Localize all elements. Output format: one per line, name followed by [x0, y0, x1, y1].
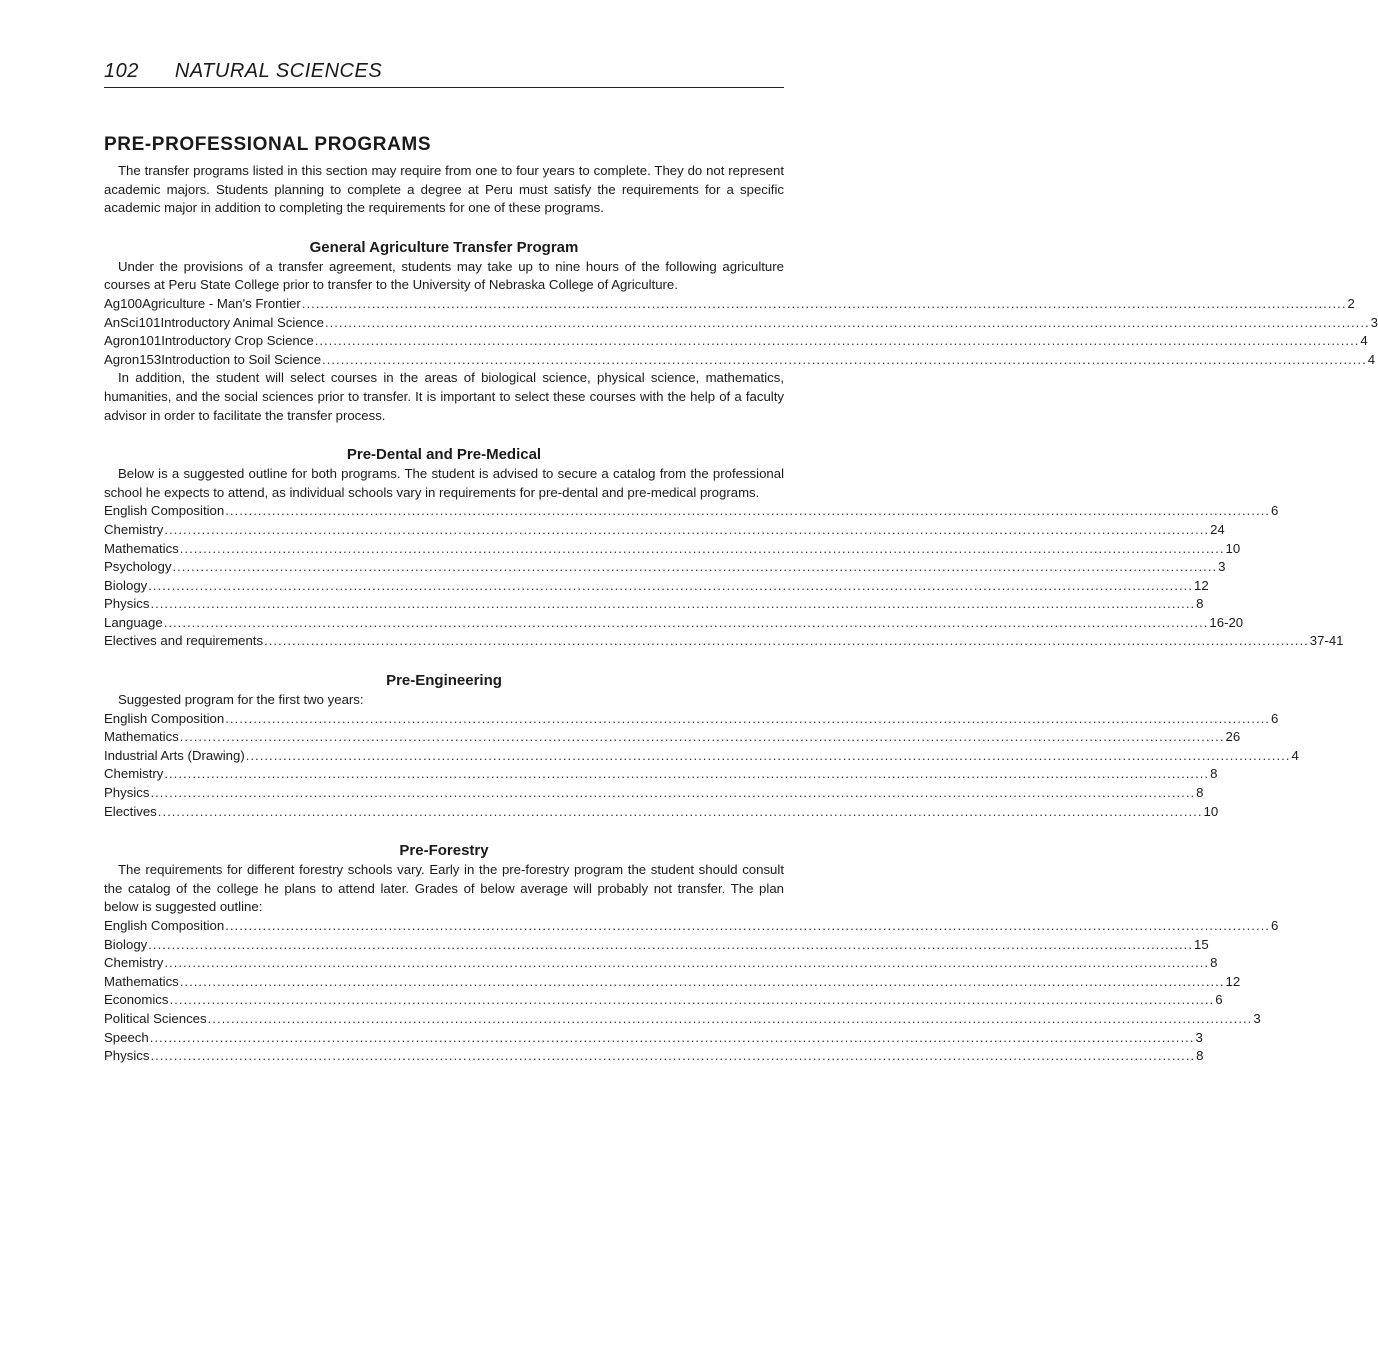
- requirement-row: [104, 973, 1241, 992]
- requirement-label: Physics: [104, 785, 150, 801]
- requirement-hours: 26: [1225, 729, 1241, 745]
- requirement-hours: 8: [1196, 785, 1204, 801]
- dot-leader: [315, 332, 1360, 351]
- requirement-label: Mathematics: [104, 540, 179, 556]
- intro-paragraph: The transfer programs listed in this section may require from one to four years to complete. They do not represent academic majors. Students planning to complete a degree at Peru must satisfy the requirements for a specific academic major in addition to completing the requirements for one of these programs.: [104, 163, 784, 216]
- requirement-row: [104, 728, 1241, 747]
- dot-leader: [322, 351, 1367, 370]
- dot-leader: [164, 521, 1209, 540]
- dot-leader: [264, 632, 1309, 651]
- requirement-hours: 3: [1195, 1029, 1203, 1045]
- course-number: 101: [139, 333, 162, 349]
- course-row: [104, 295, 1355, 314]
- dot-leader: [170, 991, 1215, 1010]
- course-hours: 4: [1367, 351, 1376, 367]
- requirement-hours: 6: [1270, 503, 1279, 519]
- requirement-label: Chemistry: [104, 766, 164, 782]
- predental-intro: Below is a suggested outline for both programs. The student is advised to secure a catalog from the professional school he expects to attend, as individual schools vary in requirements for pre-dental and pre-medical programs.: [104, 466, 784, 500]
- agriculture-intro: Under the provisions of a transfer agreement, students may take up to nine hours of the following agriculture courses at Peru State College prior to transfer to the University of Nebraska College of Agriculture.: [104, 258, 784, 293]
- course-hours: 3: [1370, 314, 1378, 330]
- requirement-row: [104, 1029, 1203, 1048]
- requirement-label: Economics: [104, 992, 169, 1008]
- requirement-hours: 16-20: [1209, 614, 1244, 630]
- predental-section: [104, 445, 1344, 651]
- requirement-row: [104, 803, 1219, 822]
- agriculture-note: In addition, the student will select courses in the areas of biological science, physical science, mathematics, humanities, and the social sciences prior to transfer. It is important to select these courses with the help of a faculty advisor in order to facilitate the transfer process.: [104, 370, 784, 423]
- catalog-page: [104, 60, 1378, 1066]
- dot-leader: [225, 710, 1270, 729]
- dot-leader: [164, 614, 1209, 633]
- dot-leader: [180, 973, 1225, 992]
- dot-leader: [325, 314, 1370, 333]
- dot-leader: [150, 1047, 1195, 1066]
- page-title: PRE-PROFESSIONAL PROGRAMS: [104, 134, 432, 155]
- requirement-hours: 3: [1218, 559, 1226, 575]
- requirement-row: [104, 917, 1279, 936]
- course-dept: Agron: [104, 351, 140, 367]
- requirement-hours: 8: [1196, 596, 1204, 612]
- predental-heading: Pre-Dental and Pre-Medical: [346, 446, 542, 464]
- dot-leader: [180, 540, 1225, 559]
- requirement-label: Physics: [104, 596, 150, 612]
- requirement-label: Physics: [104, 1048, 150, 1064]
- requirement-row: [104, 577, 1209, 596]
- dot-leader: [158, 803, 1203, 822]
- requirement-hours: 6: [1215, 992, 1223, 1008]
- requirement-hours: 24: [1210, 521, 1225, 537]
- requirement-hours: 12: [1225, 973, 1241, 989]
- requirement-hours: 12: [1193, 577, 1209, 593]
- dot-leader: [148, 577, 1193, 596]
- preforestry-list: [104, 917, 1279, 1066]
- preengineering-intro: Suggested program for the first two years:: [118, 692, 364, 708]
- dot-leader: [225, 917, 1270, 936]
- requirement-row: [104, 521, 1225, 540]
- course-hours: 4: [1360, 333, 1368, 349]
- requirement-row: [104, 991, 1223, 1010]
- requirement-hours: 6: [1270, 918, 1279, 933]
- requirement-row: [104, 502, 1279, 521]
- requirement-row: [104, 747, 1299, 766]
- requirement-label: Electives: [104, 803, 157, 819]
- requirement-row: [104, 954, 1218, 973]
- running-header: [104, 60, 784, 88]
- course-title: Introduction to Soil Science: [161, 351, 322, 367]
- dot-leader: [164, 765, 1209, 784]
- requirement-row: [104, 765, 1218, 784]
- course-row: [104, 332, 1368, 351]
- requirement-row: [104, 710, 1279, 729]
- preengineering-section: [104, 671, 1299, 821]
- course-dept: Ag: [104, 295, 121, 311]
- course-hours: 2: [1347, 295, 1355, 311]
- preforestry-intro: The requirements for different forestry schools vary. Early in the pre-forestry program the student should consult the catalog of the college he plans to attend later. Grades of below average will probably not transfer. The plan below is suggested outline:: [104, 862, 784, 915]
- course-row: [104, 351, 1376, 370]
- requirement-label: Language: [104, 614, 163, 630]
- dot-leader: [150, 1029, 1195, 1048]
- requirement-row: [104, 1010, 1261, 1029]
- dot-leader: [180, 728, 1225, 747]
- requirement-hours: 3: [1253, 1010, 1261, 1026]
- section-title: NATURAL SCIENCES: [174, 60, 383, 82]
- requirement-label: Chemistry: [104, 955, 164, 971]
- requirement-row: [104, 632, 1344, 651]
- requirement-hours: 4: [1291, 747, 1299, 763]
- requirement-row: [104, 558, 1226, 577]
- dot-leader: [208, 1010, 1253, 1029]
- course-title: Introductory Crop Science: [161, 333, 314, 349]
- dot-leader: [172, 558, 1217, 577]
- requirement-hours: 37-41: [1309, 633, 1344, 649]
- requirement-label: English Composition: [104, 918, 225, 933]
- requirement-label: Mathematics: [104, 973, 179, 989]
- dot-leader: [302, 295, 1347, 314]
- requirement-label: Biology: [104, 936, 148, 952]
- preengineering-heading: Pre-Engineering: [386, 672, 502, 690]
- course-number: 153: [139, 351, 162, 367]
- preforestry-section: [104, 841, 1279, 1066]
- requirement-row: [104, 595, 1204, 614]
- course-number: 101: [138, 314, 161, 330]
- requirement-row: [104, 614, 1244, 633]
- requirement-label: Electives and requirements: [104, 633, 264, 649]
- course-title: Introductory Animal Science: [160, 314, 324, 330]
- requirement-label: Speech: [104, 1029, 149, 1045]
- requirement-row: [104, 540, 1241, 559]
- preengineering-list: [104, 710, 1299, 822]
- dot-leader: [150, 784, 1195, 803]
- agriculture-section: [104, 238, 1378, 425]
- requirement-label: Mathematics: [104, 729, 179, 745]
- requirement-label: Biology: [104, 577, 148, 593]
- requirement-row: [104, 1047, 1204, 1066]
- preforestry-heading: Pre-Forestry: [399, 842, 489, 860]
- course-number: 100: [120, 295, 143, 311]
- dot-leader: [164, 954, 1209, 973]
- requirement-hours: 8: [1210, 955, 1218, 971]
- course-title: Agriculture - Man's Frontier: [142, 295, 301, 311]
- requirement-label: English Composition: [104, 710, 225, 726]
- requirement-hours: 8: [1210, 766, 1218, 782]
- requirement-hours: 6: [1270, 710, 1279, 726]
- requirement-row: [104, 936, 1209, 955]
- requirement-label: English Composition: [104, 503, 225, 519]
- agriculture-course-list: [104, 295, 1378, 369]
- requirement-hours: 8: [1196, 1048, 1204, 1064]
- course-row: [104, 314, 1378, 333]
- requirement-hours: 10: [1203, 803, 1219, 819]
- requirement-label: Psychology: [104, 559, 172, 575]
- page-number: 102: [104, 60, 139, 82]
- requirement-label: Political Sciences: [104, 1010, 207, 1026]
- dot-leader: [225, 502, 1270, 521]
- requirement-hours: 15: [1193, 936, 1209, 952]
- dot-leader: [246, 747, 1291, 766]
- course-dept: Agron: [104, 333, 140, 349]
- requirement-label: Chemistry: [104, 521, 164, 537]
- predental-list: [104, 502, 1344, 651]
- requirement-hours: 10: [1225, 540, 1241, 556]
- agriculture-heading: General Agriculture Transfer Program: [309, 238, 579, 256]
- requirement-row: [104, 784, 1204, 803]
- dot-leader: [150, 595, 1195, 614]
- course-dept: AnSci: [104, 314, 139, 330]
- dot-leader: [148, 936, 1193, 955]
- requirement-label: Industrial Arts (Drawing): [104, 747, 245, 763]
